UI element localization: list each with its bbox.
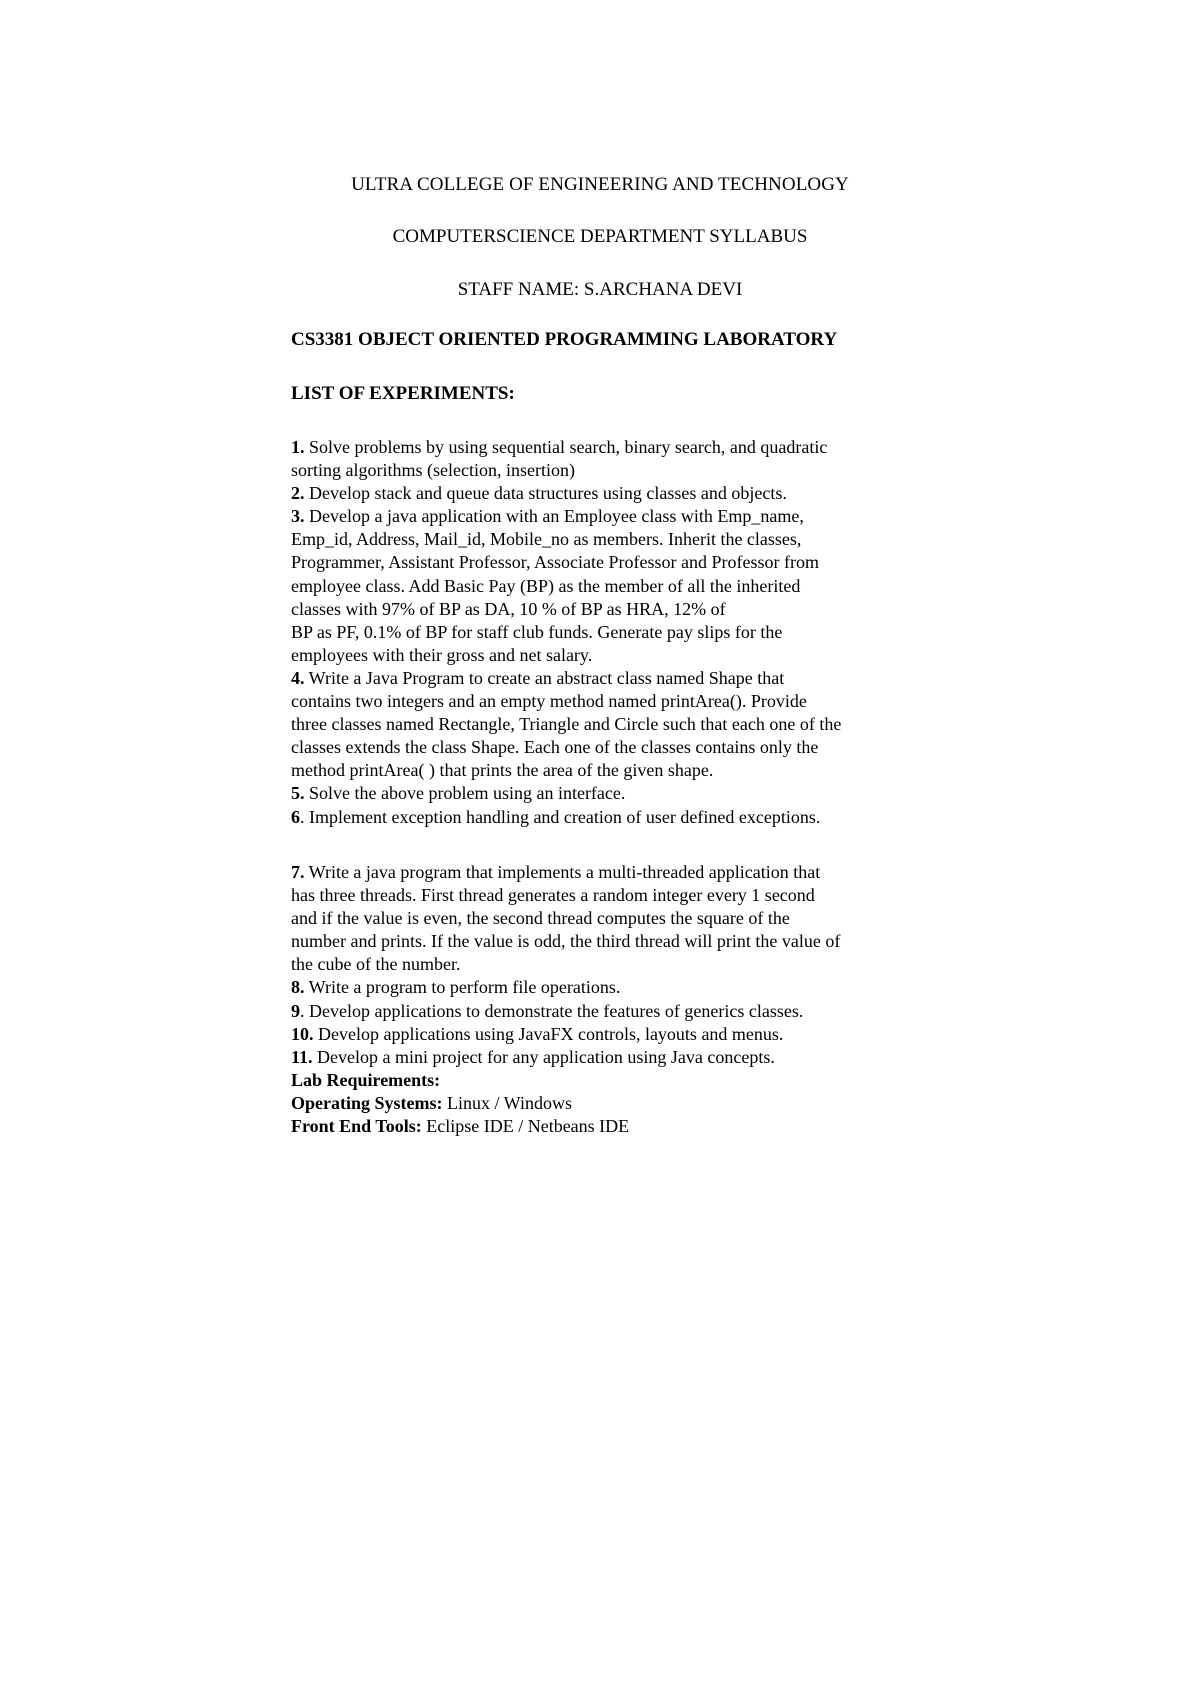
experiment-5-line-1 <box>291 782 931 805</box>
experiment-3-line-4: employee class. Add Basic Pay (BP) as the member of all the inherited <box>291 575 801 596</box>
experiment-text: Solve problems by using sequential search, binary search, and quadratic <box>304 437 828 457</box>
experiment-number: 11. <box>291 1046 313 1067</box>
experiment-6-line-1 <box>291 806 931 829</box>
front-end-tools-line <box>291 1115 931 1138</box>
course-title: CS3381 OBJECT ORIENTED PROGRAMMING LABORATORY <box>291 329 838 350</box>
experiment-number: 10. <box>291 1023 314 1044</box>
department-title: COMPUTERSCIENCE DEPARTMENT SYLLABUS <box>392 226 808 247</box>
experiment-number: 3. <box>291 506 305 527</box>
staff-name: STAFF NAME: S.ARCHANA DEVI <box>457 279 743 300</box>
experiment-4-line-2: contains two integers and an empty method named printArea(). Provide <box>291 691 807 712</box>
experiment-4-line-4: classes extends the class Shape. Each one of the classes contains only the <box>291 737 819 758</box>
experiment-7-line-5: the cube of the number. <box>291 954 461 975</box>
experiment-7-line-4: number and prints. If the value is odd, the third thread will print the value of <box>291 931 841 952</box>
experiment-number: 1. <box>291 437 305 457</box>
experiment-number: 6 <box>291 806 300 827</box>
experiment-3-line-7: employees with their gross and net salary. <box>291 644 593 665</box>
experiment-text: Write a program to perform file operations. <box>304 977 621 998</box>
experiment-text: Develop stack and queue data structures using classes and objects. <box>304 483 787 504</box>
experiment-number: 7. <box>291 862 305 882</box>
experiment-text: Solve the above problem using an interface. <box>304 783 626 804</box>
front-end-tools-label: Front End Tools: <box>291 1116 422 1137</box>
experiment-number: 2. <box>291 483 305 504</box>
experiment-3-line-1 <box>291 505 931 528</box>
experiment-1-line-1 <box>291 436 931 459</box>
experiment-9-line-1 <box>291 1000 931 1023</box>
experiment-11-line-1 <box>291 1046 931 1069</box>
experiment-3-line-3: Programmer, Assistant Professor, Associate Professor and Professor from <box>291 552 819 573</box>
experiment-7-line-1 <box>291 861 931 884</box>
operating-systems-line <box>291 1092 931 1115</box>
experiment-text: Write a java program that implements a multi-threaded application that <box>304 862 821 882</box>
experiment-7-line-3: and if the value is even, the second thread computes the square of the <box>291 908 790 929</box>
experiment-1-line-2: sorting algorithms (selection, insertion) <box>291 460 575 481</box>
experiment-4-line-3: three classes named Rectangle, Triangle and Circle such that each one of the <box>291 714 842 735</box>
experiment-number: 8. <box>291 977 305 998</box>
lab-requirements-title: Lab Requirements: <box>291 1069 441 1090</box>
experiment-number: 4. <box>291 667 305 688</box>
experiment-10-line-1 <box>291 1023 931 1046</box>
experiment-3-line-5: classes with 97% of BP as DA, 10 % of BP as HRA, 12% of <box>291 598 726 619</box>
experiment-number: 5. <box>291 783 305 804</box>
list-of-experiments-title: LIST OF EXPERIMENTS: <box>291 383 515 404</box>
experiments-list-part-2 <box>291 861 931 1138</box>
experiment-4-line-5: method printArea( ) that prints the area of the given shape. <box>291 760 714 781</box>
experiment-2-line-1 <box>291 482 931 505</box>
experiment-text: Write a Java Program to create an abstract class named Shape that <box>304 667 785 688</box>
front-end-tools-value: Eclipse IDE / Netbeans IDE <box>421 1116 630 1137</box>
experiment-4-line-1 <box>291 667 931 690</box>
experiment-text: . Implement exception handling and creation of user defined exceptions. <box>300 806 821 827</box>
experiment-number: 9 <box>291 1000 300 1021</box>
experiment-8-line-1 <box>291 976 931 999</box>
experiment-text: Develop a mini project for any application using Java concepts. <box>312 1046 775 1067</box>
experiment-3-line-2: Emp_id, Address, Mail_id, Mobile_no as members. Inherit the classes, <box>291 529 802 550</box>
experiment-text: Develop a java application with an Employee class with Emp_name, <box>304 506 804 527</box>
experiment-7-line-2: has three threads. First thread generates a random integer every 1 second <box>291 885 815 906</box>
experiment-text: . Develop applications to demonstrate the features of generics classes. <box>300 1000 804 1021</box>
college-name: ULTRA COLLEGE OF ENGINEERING AND TECHNOLOGY <box>351 174 849 195</box>
experiment-3-line-6: BP as PF, 0.1% of BP for staff club funds. Generate pay slips for the <box>291 621 783 642</box>
experiments-list-part-1 <box>291 436 931 829</box>
operating-systems-value: Linux / Windows <box>442 1092 572 1113</box>
operating-systems-label: Operating Systems: <box>291 1092 443 1113</box>
experiment-text: Develop applications using JavaFX controls, layouts and menus. <box>313 1023 784 1044</box>
